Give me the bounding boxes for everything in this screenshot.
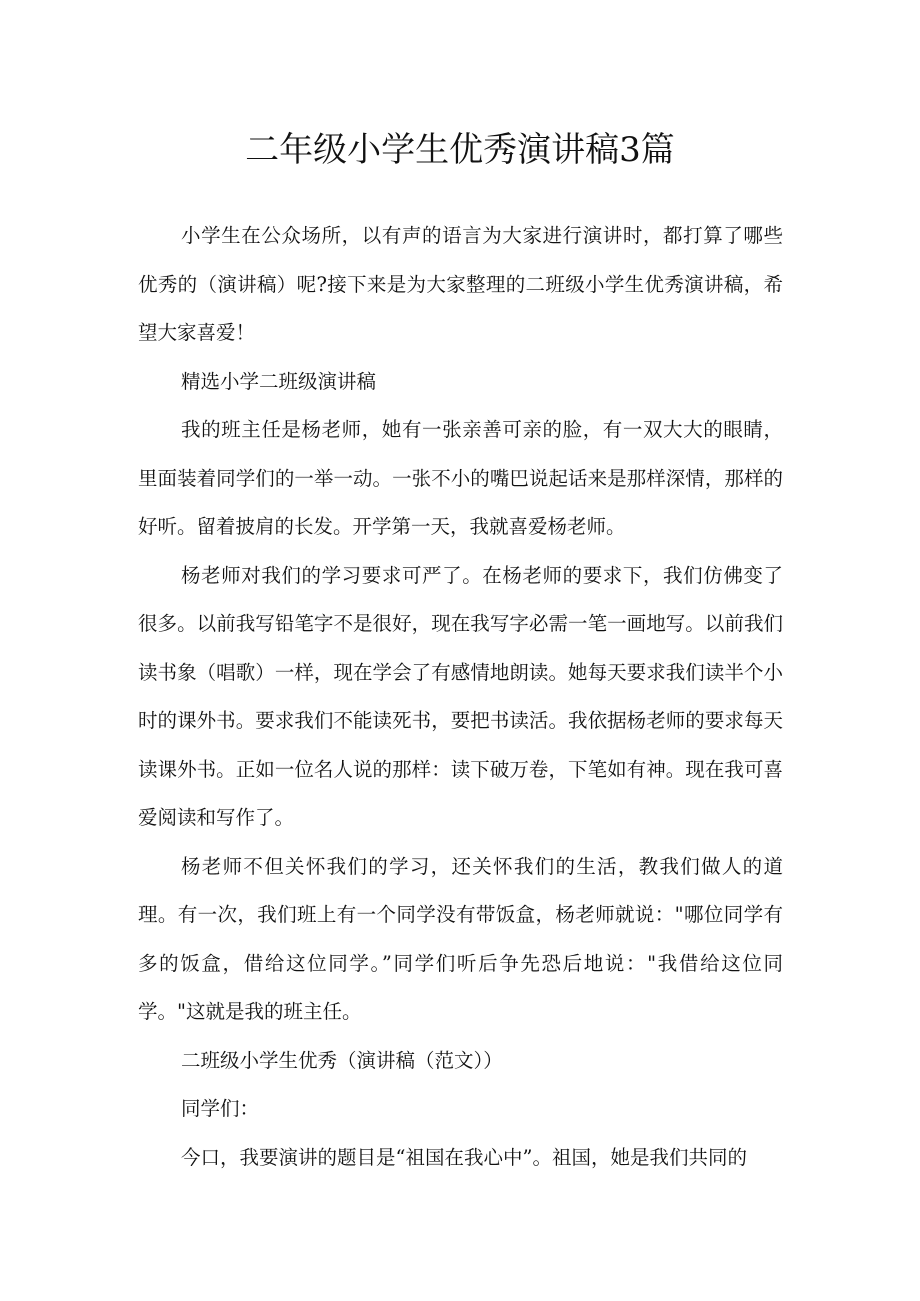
section-heading-2: 二班级小学生优秀（演讲稿（范文）） bbox=[181, 1048, 503, 1072]
body-paragraph-3: 杨老师不但关怀我们的学习，还关怀我们的生活，教我们做人的道理。有一次，我们班上有一个同学没有带饭盒，杨老师就说："哪位同学有多的饭盒，借给这位同学。”同学们听后争先恐后地说："我借给这位同学。"这就是我的班主任。 bbox=[138, 854, 783, 1023]
body-paragraph-1: 我的班主任是杨老师，她有一张亲善可亲的脸，有一双大大的眼睛，里面装着同学们的一举一动。一张不小的嘴巴说起话来是那样深情，那样的好听。留着披肩的长发。开学第一天，我就喜爱杨老师。 bbox=[138, 418, 783, 538]
document-body bbox=[138, 212, 783, 1182]
body-paragraph-4: 今口，我要演讲的题目是“祖国在我心中”。祖国，她是我们共同的 bbox=[181, 1145, 747, 1169]
body-paragraph-2: 杨老师对我们的学习要求可严了。在杨老师的要求下，我们仿佛变了很多。以前我写铅笔字不是很好，现在我写字必需一笔一画地写。以前我们读书象（唱歌）一样，现在学会了有感情地朗读。她每天要求我们读半个小时的课外书。要求我们不能读死书，要把书读活。我依据杨老师的要求每天读课外书。正如一位名人说的那样：读下破万卷，下笔如有神。现在我可喜爱阅读和写作了。 bbox=[138, 563, 783, 829]
salutation: 同学们： bbox=[181, 1097, 260, 1120]
document-title: 二年级小学生优秀演讲稿3篇 bbox=[245, 130, 675, 170]
section-heading-1: 精选小学二班级演讲稿 bbox=[181, 369, 377, 393]
intro-paragraph: 小学生在公众场所，以有声的语言为大家进行演讲时，都打算了哪些优秀的（演讲稿）呢?接下来是为大家整理的二班级小学生优秀演讲稿，希望大家喜爱！ bbox=[138, 224, 783, 344]
